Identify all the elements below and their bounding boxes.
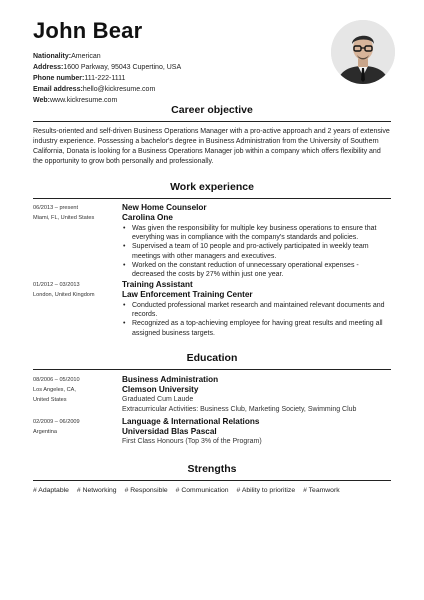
- strength-tag: # Communication: [175, 487, 229, 494]
- work-dates: 06/2013 – present: [33, 205, 79, 211]
- contact-row-email: [33, 84, 181, 95]
- job-bullet: • Was given the responsibility for multiple key business operations to ensure that everything was in compliance with the company's standards and policies.: [122, 224, 392, 242]
- section-divider: [33, 480, 391, 481]
- contact-value: 1600 Parkway, 95043 Cupertino, USA: [63, 64, 182, 71]
- strength-tag: # Teamwork: [303, 487, 340, 494]
- education-entry-2: [122, 417, 392, 447]
- job-bullet: • Conducted professional market research and maintained relevant documents and records.: [122, 301, 392, 319]
- career-objective-text: Results-oriented and self-driven Business Operations Manager with a pro-active approach and 2 years of extensive industry experience. Possessing a bachelor's degree in Business Administration from the University of Southern California, Donata is looking for a Business Operations Manager job within a company which offers flexibility and the opportunity to grow both personally and professionally.: [33, 128, 390, 165]
- section-divider: [33, 121, 391, 122]
- contact-value[interactable]: www.kickresume.com: [49, 97, 118, 104]
- job-bullet: • Worked on the constant reduction of unnecessary operational expenses - decreased the costs by 27% within just one year.: [122, 261, 392, 279]
- school-name: Universidad Blas Pascal: [122, 427, 217, 436]
- education-location: Argentina: [33, 429, 57, 435]
- job-title: New Home Counselor: [122, 203, 207, 212]
- contact-value: 111-222-1111: [84, 75, 126, 82]
- strengths-list: [33, 487, 391, 494]
- job-bullets: [122, 224, 392, 279]
- work-meta-1: [33, 203, 94, 223]
- job-bullet: • Supervised a team of 10 people and pro-actively participated in weekly team meetings with other managers and executives.: [122, 242, 392, 260]
- work-meta-2: [33, 280, 95, 300]
- employer: Law Enforcement Training Center: [122, 290, 253, 299]
- degree-title: Language & International Relations: [122, 417, 260, 426]
- contact-value[interactable]: hello@kickresume.com: [82, 86, 156, 93]
- strength-tag: # Responsible: [124, 487, 168, 494]
- work-entry-2: [122, 280, 392, 338]
- contact-label: Email address:: [33, 86, 83, 93]
- education-detail: First Class Honours (Top 3% of the Program): [122, 438, 262, 445]
- education-dates: 02/2009 – 06/2009: [33, 419, 80, 425]
- section-divider: [33, 198, 391, 199]
- education-dates: 08/2006 – 05/2010: [33, 377, 80, 383]
- employer: Carolina One: [122, 213, 173, 222]
- work-entry-1: [122, 203, 392, 279]
- education-location: United States: [33, 397, 67, 403]
- education-meta-1: [33, 375, 80, 405]
- education-detail: Extracurricular Activities: Business Club, Marketing Society, Swimming Club: [122, 406, 357, 413]
- education-detail: Graduated Cum Laude: [122, 396, 194, 403]
- person-portrait-icon: [331, 20, 395, 84]
- contact-row-nationality: [33, 51, 181, 62]
- contact-label: Phone number:: [33, 75, 85, 82]
- education-entry-1: [122, 375, 392, 415]
- strength-tag: # Ability to prioritize: [236, 487, 296, 494]
- profile-photo: [331, 20, 395, 84]
- education-meta-2: [33, 417, 80, 437]
- contact-label: Address:: [33, 64, 64, 71]
- strength-tag: # Networking: [76, 487, 117, 494]
- strength-tag: # Adaptable: [33, 487, 69, 494]
- contact-label: Web:: [33, 97, 50, 104]
- contact-label: Nationality:: [33, 53, 72, 60]
- section-title-career: Career objective: [171, 104, 253, 116]
- section-title-strengths: Strengths: [187, 463, 237, 475]
- contact-row-phone: [33, 73, 181, 84]
- candidate-name: John Bear: [33, 18, 143, 43]
- contact-value: American: [71, 53, 101, 60]
- school-name: Clemson University: [122, 385, 199, 394]
- work-dates: 01/2012 – 03/2013: [33, 282, 80, 288]
- section-title-education: Education: [186, 352, 238, 364]
- job-title: Training Assistant: [122, 280, 193, 289]
- section-divider: [33, 369, 391, 370]
- degree-title: Business Administration: [122, 375, 219, 384]
- job-bullets: [122, 301, 392, 338]
- work-location: London, United Kingdom: [33, 292, 95, 298]
- section-title-work: Work experience: [170, 181, 254, 193]
- contact-info: [33, 51, 181, 106]
- work-location: Miami, FL, United States: [33, 215, 95, 221]
- job-bullet: • Recognized as a top-achieving employee for having great results and meeting all assigned business targets.: [122, 319, 392, 337]
- contact-row-address: [33, 62, 181, 73]
- education-location: Los Angeles, CA,: [33, 387, 76, 393]
